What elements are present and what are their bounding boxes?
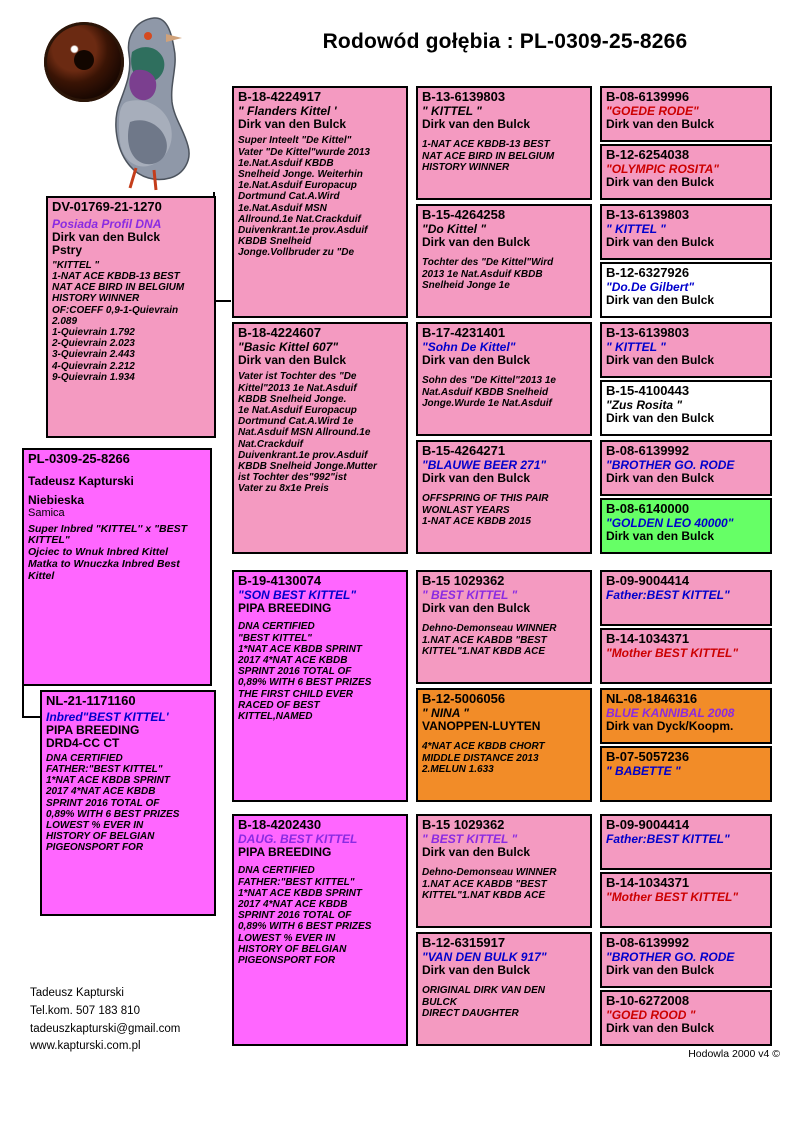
- gen3-box-6[interactable]: [416, 688, 592, 802]
- note-9: ist Tochter des"992"ist: [238, 472, 347, 484]
- gen4-box-6[interactable]: [600, 380, 772, 436]
- owner: PIPA BREEDING: [238, 844, 332, 859]
- note-3: 1e Nat.Asduif Europacup: [238, 404, 357, 416]
- gen4-box-15[interactable]: [600, 932, 772, 988]
- gen4-box-9[interactable]: [600, 570, 772, 626]
- note-1: MIDDLE DISTANCE 2013: [422, 752, 539, 764]
- ring: B-07-5057236: [606, 749, 690, 764]
- note-8: PIGEONSPORT FOR: [238, 954, 336, 966]
- sire-note-3: OF:COEFF 0,9-1-Quievrain: [52, 304, 179, 316]
- owner: Dirk van den Bulck: [422, 116, 531, 131]
- owner: Dirk van den Bulck: [238, 352, 347, 367]
- note-0: 1-NAT ACE KBDB-13 BEST: [422, 139, 550, 151]
- ring: B-12-6315917: [422, 935, 506, 950]
- nick: " Flanders Kittel ': [238, 103, 337, 118]
- subject-owner: Tadeusz Kapturski: [28, 473, 134, 488]
- connector: [22, 716, 40, 718]
- sire-owner: Dirk van den Bulck: [52, 229, 161, 244]
- dam-note-5: 0,89% WITH 6 BEST PRIZES: [46, 808, 180, 820]
- note-0: Vater ist Tochter des "De: [238, 371, 357, 383]
- note-6: LOWEST % EVER IN: [238, 932, 336, 944]
- owner: Dirk van Dyck/Koopm.: [606, 718, 734, 733]
- note-7: Duivenkrant.1e prov.Asduif: [238, 449, 368, 461]
- nick: " NINA ": [422, 705, 469, 720]
- dam-owner: PIPA BREEDING: [46, 722, 140, 737]
- ring: B-18-4224917: [238, 89, 322, 104]
- note-3: 2017 4*NAT ACE KBDB: [238, 654, 348, 666]
- note-10: Vater zu 8x1e Preis: [238, 483, 329, 495]
- ring: B-15-4100443: [606, 383, 690, 398]
- gen4-box-4[interactable]: [600, 262, 772, 318]
- ring: B-18-4224607: [238, 325, 322, 340]
- note-1: 1.NAT ACE KABDB "BEST: [422, 634, 547, 646]
- gen3-box-8[interactable]: [416, 932, 592, 1046]
- note-0: Dehno-Demonseau WINNER: [422, 867, 557, 879]
- dam-box[interactable]: [40, 690, 216, 916]
- gen4-box-5[interactable]: [600, 322, 772, 378]
- owner: Dirk van den Bulck: [606, 174, 715, 189]
- ring: B-12-5006056: [422, 691, 506, 706]
- dam-ring: NL-21-1171160: [46, 693, 136, 708]
- note-6: 1e.Nat.Asduif MSN: [238, 202, 327, 214]
- sire-note-2: HISTORY WINNER: [52, 293, 140, 305]
- dam-extra: DRD4-CC CT: [46, 736, 120, 751]
- note-2: KITTEL"1.NAT KBDB ACE: [422, 645, 546, 657]
- nick: "Zus Rosita ": [606, 397, 683, 412]
- note-1: WONLAST YEARS: [422, 504, 510, 516]
- owner: Dirk van den Bulck: [606, 292, 715, 307]
- note-0: Dehno-Demonseau WINNER: [422, 623, 557, 635]
- nick: "OLYMPIC ROSITA": [606, 161, 719, 176]
- nick: "SON BEST KITTEL": [238, 587, 357, 602]
- ring: B-14-1034371: [606, 631, 690, 646]
- gen4-box-1[interactable]: [600, 86, 772, 142]
- ring: NL-08-1846316: [606, 691, 698, 706]
- ring: B-15 1029362: [422, 817, 505, 832]
- nick: " BABETTE ": [606, 763, 681, 778]
- nick: "Basic Kittel 607": [238, 339, 339, 354]
- software-credit: Hodowla 2000 v4 ©: [688, 1048, 780, 1060]
- note-3: 2017 4*NAT ACE KBDB: [238, 898, 348, 910]
- subject-note-2: Matka to Wnuczka Inbred Best Kittel: [28, 557, 180, 582]
- contact-name: Tadeusz Kapturski: [30, 987, 124, 999]
- owner: Dirk van den Bulck: [422, 600, 531, 615]
- gen4-box-11[interactable]: [600, 688, 772, 744]
- gen4-box-10[interactable]: [600, 628, 772, 684]
- note-8: KITTEL,NAMED: [238, 710, 313, 722]
- gen4-box-3[interactable]: [600, 204, 772, 260]
- ring: B-19-4130074: [238, 573, 322, 588]
- sire-note-5: 1-Quievrain 1.792: [52, 326, 135, 338]
- owner: Dirk van den Bulck: [422, 844, 531, 859]
- nick: "GOED ROOD ": [606, 1007, 696, 1022]
- ring: B-15 1029362: [422, 573, 505, 588]
- ring: B-08-6139996: [606, 89, 690, 104]
- owner: Dirk van den Bulck: [606, 1020, 715, 1035]
- contact-website[interactable]: www.kapturski.com.pl: [30, 1040, 141, 1053]
- nick: BLUE KANNIBAL 2008: [606, 705, 735, 720]
- sire-note-1: NAT ACE BIRD IN BELGIUM: [52, 282, 185, 294]
- nick: "Do Kittel ": [422, 221, 487, 236]
- owner: Dirk van den Bulck: [422, 470, 531, 485]
- sire-subnick: "KITTEL ": [52, 259, 100, 271]
- ring: B-08-6139992: [606, 443, 690, 458]
- sire-box[interactable]: [46, 196, 216, 438]
- ring: B-15-4264271: [422, 443, 506, 458]
- owner: Dirk van den Bulck: [606, 962, 715, 977]
- note-1: FATHER:"BEST KITTEL": [238, 876, 355, 888]
- nick: "Mother BEST KITTEL": [606, 645, 739, 660]
- dam-note-2: 1*NAT ACE KBDB SPRINT: [46, 775, 170, 787]
- ring: B-12-6254038: [606, 147, 690, 162]
- note-0: Tochter des "De Kittel"Wird: [422, 257, 554, 269]
- owner: Dirk van den Bulck: [606, 116, 715, 131]
- note-6: THE FIRST CHILD EVER: [238, 688, 354, 700]
- nick: "BLAUWE BEER 271": [422, 457, 547, 472]
- note-1: Nat.Asduif KBDB Snelheid: [422, 386, 549, 398]
- pigeon-photo-icon: [96, 10, 206, 195]
- nick: "BROTHER GO. RODE: [606, 949, 735, 964]
- note-2: Jonge.Wurde 1e Nat.Asduif: [422, 397, 552, 409]
- nick: " KITTEL ": [606, 221, 666, 236]
- footer-contact: [30, 985, 280, 1056]
- note-4: SPRINT 2016 TOTAL OF: [238, 666, 352, 678]
- sire-nick: Posiada Profil DNA: [52, 216, 162, 231]
- connector: [22, 686, 24, 718]
- note-2: 1-NAT ACE KBDB 2015: [422, 515, 531, 527]
- ring: B-08-6140000: [606, 501, 690, 516]
- note-2: HISTORY WINNER: [422, 161, 510, 173]
- dam-note-1: FATHER:"BEST KITTEL": [46, 764, 163, 776]
- note-4: 1e.Nat.Asduif Europacup: [238, 180, 357, 192]
- gen4-box-7[interactable]: [600, 440, 772, 496]
- note-8: Duivenkrant.1e prov.Asduif: [238, 224, 368, 236]
- nick: " KITTEL ": [606, 339, 666, 354]
- ring: B-14-1034371: [606, 875, 690, 890]
- note-1: NAT ACE BIRD IN BELGIUM: [422, 150, 555, 162]
- note-1: BULCK: [422, 996, 457, 1008]
- note-9: KBDB Snelheid: [238, 236, 312, 248]
- dam-note-6: LOWEST % EVER IN: [46, 819, 144, 831]
- nick: Father:BEST KITTEL": [606, 831, 730, 846]
- owner: VANOPPEN-LUYTEN: [422, 718, 541, 733]
- dam-note-7: HISTORY OF BELGIAN: [46, 831, 155, 843]
- note-0: OFFSPRING OF THIS PAIR: [422, 493, 549, 505]
- note-5: 0,89% WITH 6 BEST PRIZES: [238, 921, 372, 933]
- nick: "BROTHER GO. RODE: [606, 457, 735, 472]
- note-7: RACED OF BEST: [238, 699, 320, 711]
- dam-note-4: SPRINT 2016 TOTAL OF: [46, 797, 160, 809]
- gen3-box-3[interactable]: [416, 322, 592, 436]
- note-4: Dortmund Cat.A.Wird 1e: [238, 416, 354, 428]
- subject-note-0: Super Inbred "KITTEL'' x "BEST KITTEL": [28, 522, 188, 547]
- dam-nick: Inbred"BEST KITTEL': [46, 709, 169, 724]
- note-0: Sohn des "De Kittel"2013 1e: [422, 375, 556, 387]
- ring: B-17-4231401: [422, 325, 506, 340]
- note-2: 1*NAT ACE KBDB SPRINT: [238, 643, 362, 655]
- note-2: KITTEL"1.NAT KBDB ACE: [422, 889, 546, 901]
- dam-note-0: DNA CERTIFIED: [46, 752, 123, 764]
- note-8: KBDB Snelheid Jonge.Mutter: [238, 460, 377, 472]
- owner: Dirk van den Bulck: [606, 234, 715, 249]
- note-10: Jonge.Vollbruder zu "De: [238, 247, 355, 259]
- ring: B-15-4264258: [422, 207, 506, 222]
- note-1: Kittel"2013 1e Nat.Asduif: [238, 382, 357, 394]
- note-2: DIRECT DAUGHTER: [422, 1007, 519, 1019]
- owner: PIPA BREEDING: [238, 600, 332, 615]
- sire-note-6: 2-Quievrain 2.023: [52, 338, 135, 350]
- gen2-box-2[interactable]: [232, 322, 408, 554]
- note-0: DNA CERTIFIED: [238, 621, 315, 633]
- dam-note-3: 2017 4*NAT ACE KBDB: [46, 786, 156, 798]
- subject-note-1: Ojciec to Wnuk Inbred Kittel: [28, 546, 169, 559]
- owner: Dirk van den Bulck: [606, 352, 715, 367]
- owner: Dirk van den Bulck: [422, 234, 531, 249]
- subject-sex: Samica: [28, 507, 65, 520]
- gen3-box-1[interactable]: [416, 86, 592, 200]
- owner: Dirk van den Bulck: [606, 410, 715, 425]
- ring: B-13-6139803: [606, 207, 690, 222]
- gen4-box-14[interactable]: [600, 872, 772, 928]
- note-1: "BEST KITTEL": [238, 632, 312, 644]
- note-0: 4*NAT ACE KBDB CHORT: [422, 741, 545, 753]
- ring: B-10-6272008: [606, 993, 690, 1008]
- nick: " BEST KITTEL ": [422, 587, 518, 602]
- nick: "GOEDE RODE": [606, 103, 699, 118]
- contact-email[interactable]: tadeuszkapturski@gmail.com: [30, 1022, 181, 1035]
- ring: B-13-6139803: [422, 89, 506, 104]
- nick: "GOLDEN LEO 40000": [606, 515, 734, 530]
- gen2-box-3[interactable]: [232, 570, 408, 802]
- note-2: 1*NAT ACE KBDB SPRINT: [238, 887, 362, 899]
- owner: Dirk van den Bulck: [422, 352, 531, 367]
- sire-note-4: 2.089: [52, 315, 78, 327]
- gen4-box-12[interactable]: [600, 746, 772, 802]
- note-1: 2013 1e Nat.Asduif KBDB: [422, 268, 543, 280]
- gen3-box-2[interactable]: [416, 204, 592, 318]
- note-0: ORIGINAL DIRK VAN DEN: [422, 985, 545, 997]
- ring: B-13-6139803: [606, 325, 690, 340]
- note-7: Allround.1e Nat.Crackduif: [238, 213, 361, 225]
- subject-box[interactable]: [22, 448, 212, 686]
- owner: Dirk van den Bulck: [606, 528, 715, 543]
- note-2: 1e.Nat.Asduif KBDB: [238, 157, 334, 169]
- ring: B-12-6327926: [606, 265, 690, 280]
- gen4-box-8[interactable]: [600, 498, 772, 554]
- nick: "VAN DEN BULK 917": [422, 949, 547, 964]
- contact-phone: Tel.kom. 507 183 810: [30, 1004, 140, 1017]
- note-0: Super Inteelt "De Kittel": [238, 135, 352, 147]
- gen3-box-7[interactable]: [416, 814, 592, 928]
- nick: " BEST KITTEL ": [422, 831, 518, 846]
- gen3-box-4[interactable]: [416, 440, 592, 554]
- sire-ring: DV-01769-21-1270: [52, 199, 162, 214]
- sire-note-8: 4-Quievrain 2.212: [52, 360, 135, 372]
- sire-color: Pstry: [52, 243, 83, 258]
- nick: Father:BEST KITTEL": [606, 587, 730, 602]
- note-5: Nat.Asduif MSN Allround.1e: [238, 427, 371, 439]
- gen3-box-5[interactable]: [416, 570, 592, 684]
- note-2: KBDB Snelheid Jonge.: [238, 393, 347, 405]
- gen4-box-2[interactable]: [600, 144, 772, 200]
- ring: B-09-9004414: [606, 573, 690, 588]
- note-5: Dortmund Cat.A.Wird: [238, 191, 340, 203]
- owner: Dirk van den Bulck: [606, 470, 715, 485]
- ring: B-08-6139992: [606, 935, 690, 950]
- nick: " KITTEL ": [422, 103, 482, 118]
- dam-note-8: PIGEONSPORT FOR: [46, 842, 144, 854]
- nick: "Do.De Gilbert": [606, 279, 695, 294]
- nick: DAUG. BEST KITTEL: [238, 831, 358, 846]
- sire-note-0: 1-NAT ACE KBDB-13 BEST: [52, 271, 180, 283]
- note-2: Snelheid Jonge 1e: [422, 279, 510, 291]
- note-6: Nat.Crackduif: [238, 438, 304, 450]
- note-0: DNA CERTIFIED: [238, 865, 315, 877]
- gen4-box-13[interactable]: [600, 814, 772, 870]
- note-3: Snelheid Jonge. Weiterhin: [238, 168, 363, 180]
- sire-note-9: 9-Quievrain 1.934: [52, 371, 135, 383]
- note-4: SPRINT 2016 TOTAL OF: [238, 910, 352, 922]
- gen2-box-1[interactable]: [232, 86, 408, 318]
- subject-ring: PL-0309-25-8266: [28, 451, 130, 466]
- nick: "Mother BEST KITTEL": [606, 889, 739, 904]
- sire-note-7: 3-Quievrain 2.443: [52, 349, 135, 361]
- nick: "Sohn De Kittel": [422, 339, 516, 354]
- note-7: HISTORY OF BELGIAN: [238, 943, 347, 955]
- owner: Dirk van den Bulck: [238, 116, 347, 131]
- page-title: Rodowód gołębia : PL-0309-25-8266: [322, 30, 688, 53]
- ring: B-09-9004414: [606, 817, 690, 832]
- ring: B-18-4202430: [238, 817, 322, 832]
- owner: Dirk van den Bulck: [422, 962, 531, 977]
- subject-color: Niebieska: [28, 492, 85, 507]
- note-2: 2.MELUN 1.633: [422, 763, 494, 775]
- note-5: 0,89% WITH 6 BEST PRIZES: [238, 677, 372, 689]
- note-1: Vater "De Kittel"wurde 2013: [238, 146, 370, 158]
- note-1: 1.NAT ACE KABDB "BEST: [422, 878, 547, 890]
- gen4-box-16[interactable]: [600, 990, 772, 1046]
